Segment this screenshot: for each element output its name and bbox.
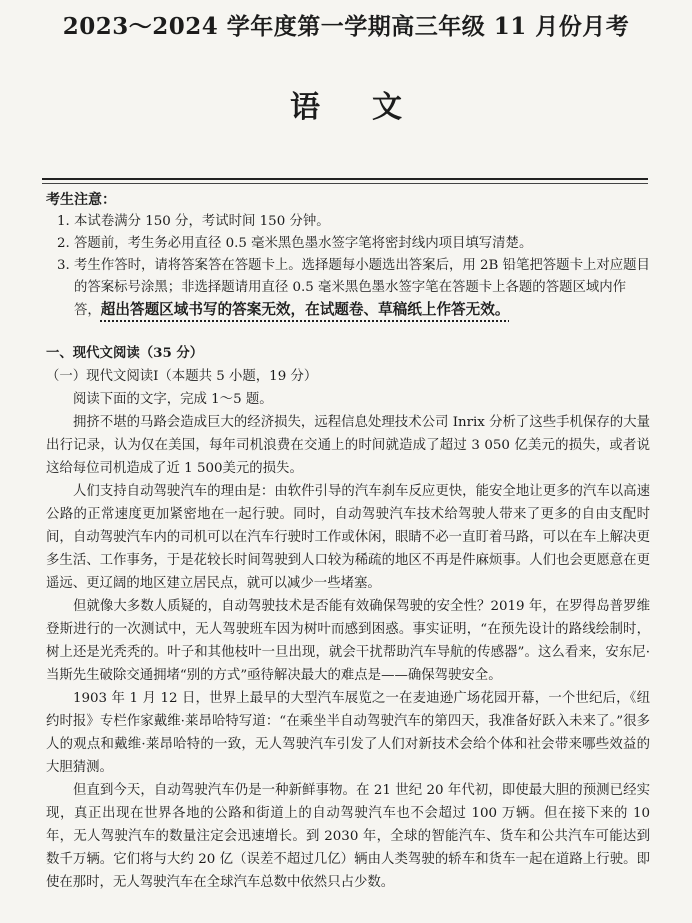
passage-paragraph-3: 但就像大多数人质疑的，自动驾驶技术是否能有效确保驾驶的安全性？2019 年，在罗得岛普罗维登斯进行的一次测试中，无人驾驶班车因为树叶而感到困惑。事实证明，“在预先设计的路线绘制时，树上还是光秃秃的。叶子和其他枝叶一旦出现，就会干扰帮助汽车导航的传感器”。这么看来，安东尼·当斯先生破除交通拥堵“别的方式”亟待解决最大的难点是——确保驾驶安全。 — [46, 599, 650, 683]
reading-instruction: 阅读下面的文字，完成 1～5 题。 — [73, 392, 273, 407]
notice-item-3 — [46, 255, 650, 322]
notice-item-3-text: 3. 考生作答时，请将答案答在答题卡上。选择题每小题选出答案后，用 2B 铅笔把答题卡上对应题目的答案标号涂黑；非选择题请用直径 0.5 毫米黑色墨水签字笔在答题卡上各题的答题区域内作答， — [57, 258, 650, 318]
notice-heading: 考生注意： — [46, 192, 116, 208]
header-divider-thick — [42, 178, 648, 180]
notice-emphasis: 超出答题区域书写的答案无效，在试题卷、草稿纸上作答无效。 — [100, 301, 510, 318]
section-title: 一、现代文阅读（35 分） — [46, 345, 204, 361]
exam-title: 2023～2024 学年度第一学期高三年级 11 月份月考 — [62, 13, 630, 40]
subject-title: 语文 — [290, 90, 454, 125]
header-divider-thin — [42, 183, 648, 184]
notice-item-2: 2. 答题前，考生务必用直径 0.5 毫米黑色墨水签字笔将密封线内项目填写清楚。 — [57, 236, 533, 251]
passage-paragraph-5: 但直到今天，自动驾驶汽车仍是一种新鲜事物。在 21 世纪 20 年代初，即使最大胆的预测已经实现，真正出现在世界各地的公路和街道上的自动驾驶汽车也不会超过 100 万辆。但在接下来的 10 年，无人驾驶汽车的数量注定会迅速增长。到 2030 年，全球的智能汽车、货车和公共汽车可能达到数千万辆。它们将与大约 20 亿（误差不超过几亿）辆由人类驾驶的轿车和货车一起在道路上行驶。即使在那时，无人驾驶汽车在全球汽车总数中依然只占少数。 — [46, 783, 650, 890]
notice-item-1: 1. 本试卷满分 150 分，考试时间 150 分钟。 — [57, 214, 330, 229]
candidate-notice — [46, 189, 650, 322]
passage-paragraph-2: 人们支持自动驾驶汽车的理由是：由软件引导的汽车刹车反应更快，能安全地让更多的汽车以高速公路的正常速度更加紧密地在一起行驶。同时，自动驾驶汽车技术给驾驶人带来了更多的自由支配时间，自动驾驶汽车内的司机可以在汽车行驶时工作或休闲，眼睛不必一直盯着马路，可以在车上解决更多生活、工作事务，于是花较长时间驾驶到人口较为稀疏的地区不再是件麻烦事。人们也会更愿意在更遥远、更辽阔的地区建立居民点，就可以减少一些堵塞。 — [46, 484, 650, 591]
passage-paragraph-4: 1903 年 1 月 12 日，世界上最早的大型汽车展览之一在麦迪逊广场花园开幕，一个世纪后，《纽约时报》专栏作家戴维·莱昂哈特写道：“在乘坐半自动驾驶汽车的第四天，我准备好跃入未来了。”很多人的观点和戴维·莱昂哈特的一致，无人驾驶汽车引发了人们对新技术会给个体和社会带来哪些效益的大胆猜测。 — [46, 691, 650, 775]
passage-paragraph-1: 拥挤不堪的马路会造成巨大的经济损失，远程信息处理技术公司 Inrix 分析了这些手机保存的大量出行记录，认为仅在美国，每年司机浪费在交通上的时间就造成了超过 3 050 亿美元的损失，或者说这给每位司机造成了近 1 500美元的损失。 — [46, 415, 650, 476]
section-subtitle: （一）现代文阅读Ⅰ（本题共 5 小题，19 分） — [46, 369, 318, 384]
reading-section — [46, 342, 650, 894]
